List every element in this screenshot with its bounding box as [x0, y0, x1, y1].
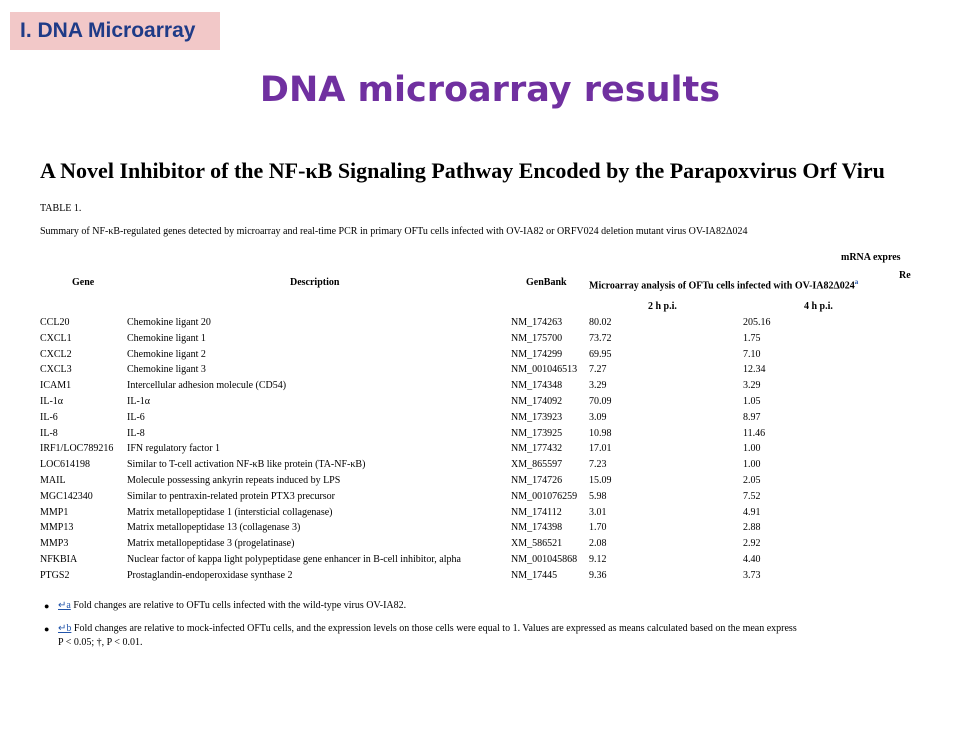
cell-genbank: NM_174726: [511, 475, 563, 486]
cell-4h: 12.34: [743, 364, 766, 376]
cell-gene: MAIL: [40, 475, 66, 486]
note-a-backlink[interactable]: ↵a: [58, 600, 71, 611]
cell-gene: IL-6: [40, 411, 58, 423]
table-row: [0, 491, 980, 507]
cell-description: Matrix metallopeptidase 13 (collagenase 3): [127, 522, 301, 534]
header-genbank: GenBank: [526, 277, 567, 288]
cell-gene: LOC614198: [40, 459, 90, 471]
cell-description: IL-6: [127, 411, 145, 423]
cell-description: Intercellular adhesion molecule (CD54): [127, 380, 287, 392]
cell-genbank: NM_175700: [511, 332, 563, 344]
table-row: [0, 570, 980, 586]
cell-4h: 3.73: [743, 569, 761, 581]
cell-gene: CXCL1: [40, 332, 72, 344]
cell-4h: 1.75: [743, 332, 761, 344]
cell-4h: 4.91: [743, 506, 761, 518]
cell-2h: 7.27: [589, 364, 607, 376]
cell-2h: 10.98: [589, 427, 612, 439]
cell-4h: 205.16: [743, 317, 771, 328]
cell-2h: 3.01: [589, 506, 607, 518]
cell-description: Chemokine ligant 3: [127, 364, 206, 376]
cell-description: IFN regulatory factor 1: [127, 443, 221, 455]
cell-2h: 69.95: [589, 348, 612, 360]
cell-description: Nuclear factor of kappa light polypeptidase gene enhancer in B-cell inhibitor, alpha: [127, 554, 461, 565]
table-row: [0, 364, 980, 380]
cell-description: Chemokine ligant 2: [127, 348, 206, 360]
cell-genbank: NM_174398: [511, 522, 563, 534]
cell-gene: CXCL3: [40, 364, 72, 376]
table-row: [0, 317, 980, 333]
cell-gene: CCL20: [40, 317, 70, 328]
section-tag: I. DNA Microarray: [10, 12, 220, 50]
table-caption: Summary of NF-κB-regulated genes detected by microarray and real-time PCR in primary OFTu cells infected with OV-IA82 or ORFV024 deletion mutant virus OV-IA82Δ024: [40, 226, 748, 237]
cell-gene: ICAM1: [40, 380, 72, 392]
header-description: Description: [290, 277, 340, 288]
cell-description: Chemokine ligant 1: [127, 332, 206, 344]
cell-4h: 2.88: [743, 522, 761, 534]
cell-gene: IL-1α: [40, 396, 64, 407]
cell-gene: NFKBIA: [40, 554, 78, 565]
header-4h: 4 h p.i.: [804, 301, 833, 312]
cell-genbank: NM_174263: [511, 317, 563, 328]
cell-description: Molecule possessing ankyrin repeats induced by LPS: [127, 475, 341, 486]
cell-genbank: NM_177432: [511, 443, 563, 455]
cell-4h: 1.00: [743, 459, 761, 471]
cell-2h: 9.12: [589, 554, 607, 565]
header-gene: Gene: [72, 277, 95, 288]
cell-2h: 15.09: [589, 475, 612, 486]
table-row: [0, 522, 980, 538]
table-row: [0, 333, 980, 349]
table-row: [0, 428, 980, 444]
cell-4h: 8.97: [743, 411, 761, 423]
header-microarray: Microarray analysis of OFTu cells infected with OV-IA82Δ024$^a$: [589, 278, 859, 292]
table-row: [0, 380, 980, 396]
cell-gene: MMP1: [40, 506, 69, 518]
cell-genbank: NM_174092: [511, 396, 563, 407]
cell-genbank: NM_173925: [511, 427, 563, 439]
cell-description: Chemokine ligant 20: [127, 317, 211, 328]
cell-2h: 3.09: [589, 411, 607, 423]
cell-2h: 5.98: [589, 490, 607, 502]
cell-4h: 4.40: [743, 554, 761, 565]
cell-4h: 3.29: [743, 380, 761, 392]
cell-4h: 2.92: [743, 538, 761, 550]
table-row: [0, 507, 980, 523]
cell-gene: PTGS2: [40, 569, 70, 581]
cell-2h: 1.70: [589, 522, 607, 534]
cell-genbank: NM_174348: [511, 380, 563, 392]
cell-genbank: NM_173923: [511, 411, 563, 423]
cell-4h: 1.05: [743, 396, 761, 407]
cell-gene: MMP3: [40, 538, 69, 550]
cell-genbank: NM_001046513: [511, 364, 578, 376]
cell-2h: 73.72: [589, 332, 612, 344]
cell-description: IL-8: [127, 427, 145, 439]
cell-4h: 7.52: [743, 490, 761, 502]
cell-4h: 7.10: [743, 348, 761, 360]
table-row: [0, 538, 980, 554]
cell-genbank: NM_17445: [511, 569, 558, 581]
table-row: [0, 412, 980, 428]
table-row: [0, 443, 980, 459]
table-row: [0, 554, 980, 570]
footnote-marker-a: a: [854, 278, 859, 286]
cell-description: Prostaglandin-endoperoxidase synthase 2: [127, 569, 293, 581]
cell-description: IL-1α: [127, 396, 151, 407]
cell-genbank: NM_174299: [511, 348, 563, 360]
table-row: [0, 475, 980, 491]
cell-genbank: NM_174112: [511, 506, 562, 518]
note-b-significance: P < 0.05; †, P < 0.01.: [58, 637, 143, 648]
header-2h: 2 h p.i.: [648, 301, 677, 312]
cell-2h: 70.09: [589, 396, 612, 407]
cell-description: Similar to T-cell activation NF-κB like protein (TA-NF-κB): [127, 459, 366, 471]
cell-gene: MGC142340: [40, 490, 93, 502]
table-row: [0, 459, 980, 475]
cell-2h: 80.02: [589, 317, 612, 328]
note-bullet: ●: [44, 601, 50, 611]
cell-genbank: XM_586521: [511, 538, 563, 550]
cell-genbank: NM_001076259: [511, 490, 578, 502]
cell-description: Matrix metallopeptidase 1 (intersticial collagenase): [127, 506, 333, 518]
note-bullet: ●: [44, 624, 50, 634]
cell-gene: IRF1/LOC789216: [40, 443, 114, 455]
note-b: ↵b Fold changes are relative to mock-infected OFTu cells, and the expression levels on those cells were equal to 1. Values are expressed as means calculated based on the mean express: [58, 623, 797, 634]
cell-genbank: NM_001045868: [511, 554, 578, 565]
cell-genbank: XM_865597: [511, 459, 563, 471]
note-a: ↵a Fold changes are relative to OFTu cells infected with the wild-type virus OV-IA82.: [58, 600, 407, 611]
note-b-backlink[interactable]: ↵b: [58, 623, 72, 634]
header-mrna: mRNA expres: [841, 252, 901, 263]
cell-gene: MMP13: [40, 522, 74, 534]
cell-gene: CXCL2: [40, 348, 72, 360]
cell-2h: 2.08: [589, 538, 607, 550]
slide-title: DNA microarray results: [259, 70, 721, 110]
cell-description: Similar to pentraxin-related protein PTX3 precursor: [127, 490, 335, 502]
cell-description: Matrix metallopeptidase 3 (progelatinase): [127, 538, 295, 550]
cell-4h: 2.05: [743, 475, 761, 486]
cell-4h: 11.46: [743, 427, 766, 439]
cell-4h: 1.00: [743, 443, 761, 455]
cell-2h: 17.01: [589, 443, 612, 455]
cell-2h: 7.23: [589, 459, 607, 471]
article-title: A Novel Inhibitor of the NF-κB Signaling Pathway Encoded by the Parapoxvirus Orf Viru: [40, 158, 885, 183]
table-row: [0, 396, 980, 412]
table-label: TABLE 1.: [40, 203, 82, 214]
cell-2h: 3.29: [589, 380, 607, 392]
cell-gene: IL-8: [40, 427, 58, 439]
cell-2h: 9.36: [589, 569, 607, 581]
table-row: [0, 349, 980, 365]
header-re: Re: [899, 270, 911, 281]
